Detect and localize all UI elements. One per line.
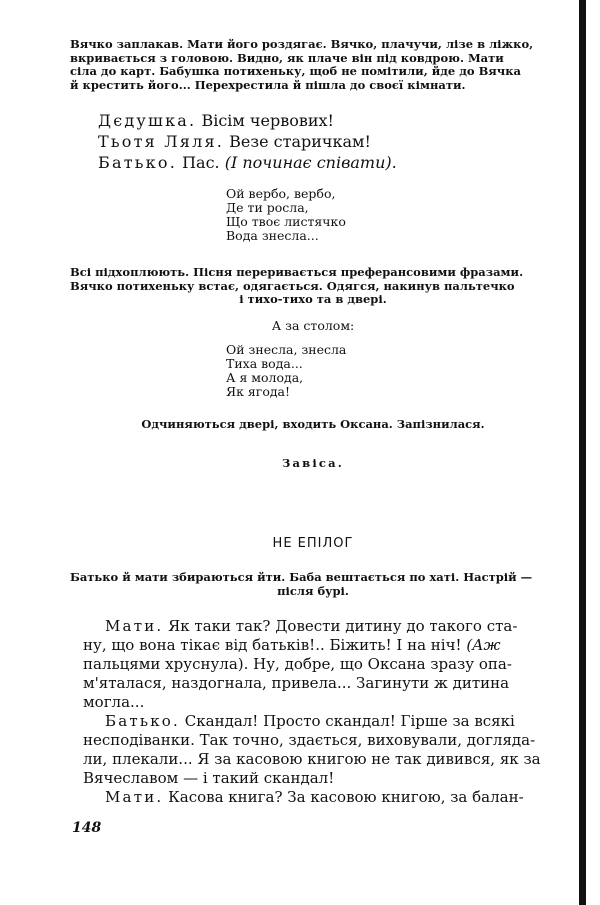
speaker-name: Батько.	[98, 153, 177, 172]
song-verse-2	[226, 343, 346, 399]
dialogue-line	[83, 636, 555, 655]
line-text: пальцями хруснула). Ну, добре, що Оксана зразу опа-	[83, 655, 512, 673]
text-line: сіла до карт. Бабушка потихеньку, щоб не помітили, йде до Вячка	[70, 64, 521, 78]
curtain-label: Завіса.	[282, 456, 344, 470]
dialogue-line	[83, 731, 555, 750]
text-line: Вячко потихеньку встає, одягається. Одягся, накинув пальтечко	[70, 278, 515, 293]
dialogue-line	[98, 152, 558, 173]
text-line: Батько й мати збираються йти. Баба вештається по хаті. Настрій —	[70, 570, 533, 584]
page-edge-shadow	[579, 0, 586, 905]
stage-direction-oksana: Одчиняються двері, входить Оксана. Запізнилася.	[141, 417, 485, 431]
dialogue-line	[83, 712, 555, 731]
verse-line: Де ти росла,	[226, 200, 309, 215]
line-text: несподіванки. Так точно, здається, виховували, догляда-	[83, 731, 536, 749]
verse-line: Тиха вода...	[226, 356, 303, 371]
epilogue-stage-direction	[70, 571, 556, 598]
line-text: Як таки так? Довести дитину до такого ста-	[168, 617, 518, 635]
verse-line: Ой знесла, знесла	[226, 342, 347, 357]
line-text: Везе старичкам!	[229, 132, 371, 151]
dialogue-line	[83, 655, 555, 674]
speaker-name: Мати.	[105, 788, 164, 806]
dialogue-line	[83, 788, 555, 807]
text-line: вкривається з головою. Видно, як плаче він під ковдрою. Мати	[70, 50, 504, 65]
song-verse-1	[226, 187, 346, 243]
dialogue-line	[83, 674, 555, 693]
line-text: ну, що вона тікає від батьків!.. Біжить! І на ніч!	[83, 636, 462, 654]
verse-line: Що твоє листячко	[226, 214, 346, 229]
text-line: і тихо-тихо та в двері.	[239, 292, 387, 306]
dialogue-line	[83, 769, 555, 788]
line-text: м'яталася, наздогнала, привела... Загинути ж дитина	[83, 674, 510, 692]
stage-aside: (І починає співати).	[224, 153, 397, 172]
verse-line: Ой вербо, вербо,	[226, 186, 336, 201]
stage-direction-escape	[70, 266, 556, 307]
speaker-name: Батько.	[105, 712, 181, 730]
line-text: могла...	[83, 693, 145, 711]
verse-line: Як ягода!	[226, 384, 291, 399]
speaker-name: Мати.	[105, 617, 164, 635]
at-table-label: А за столом:	[271, 318, 355, 333]
section-heading: НЕ ЕПІЛОГ	[272, 536, 354, 551]
text-line: Вячко заплакав. Мати його роздягає. Вячко, плачучи, лізе в ліжко,	[70, 37, 534, 51]
line-text: ли, плекали... Я за касовою книгою не так дивився, як за	[83, 750, 541, 768]
line-text: Вячеславом — і такий скандал!	[83, 769, 335, 787]
line-text: Скандал! Просто скандал! Гірше за всякі	[184, 712, 515, 730]
stage-aside: (Аж	[466, 636, 501, 654]
dialogue-line	[83, 617, 555, 636]
dialogue-line	[83, 693, 555, 712]
page-number: 148	[72, 820, 102, 836]
speaker-name: Дєдушка.	[98, 111, 197, 130]
card-game-lines	[98, 110, 558, 173]
speaker-name: Тьотя Ляля.	[98, 132, 225, 151]
verse-line: А я молода,	[226, 370, 304, 385]
text-line: після бурі.	[277, 583, 349, 598]
dialogue-line	[98, 110, 558, 131]
line-text: Вісім червових!	[201, 111, 334, 130]
epilogue-dialogue	[83, 617, 555, 807]
dialogue-line	[98, 131, 558, 152]
stage-direction-opening	[70, 38, 556, 92]
text-line: Всі підхоплюють. Пісня переривається преферансовими фразами.	[70, 265, 524, 279]
text-line: й крестить його... Перехрестила й пішла до своєї кімнати.	[70, 77, 466, 92]
dialogue-line	[83, 750, 555, 769]
line-text: Касова книга? За касовою книгою, за балан-	[168, 788, 524, 806]
verse-line: Вода знесла...	[226, 228, 319, 243]
line-text: Пас.	[182, 153, 220, 172]
